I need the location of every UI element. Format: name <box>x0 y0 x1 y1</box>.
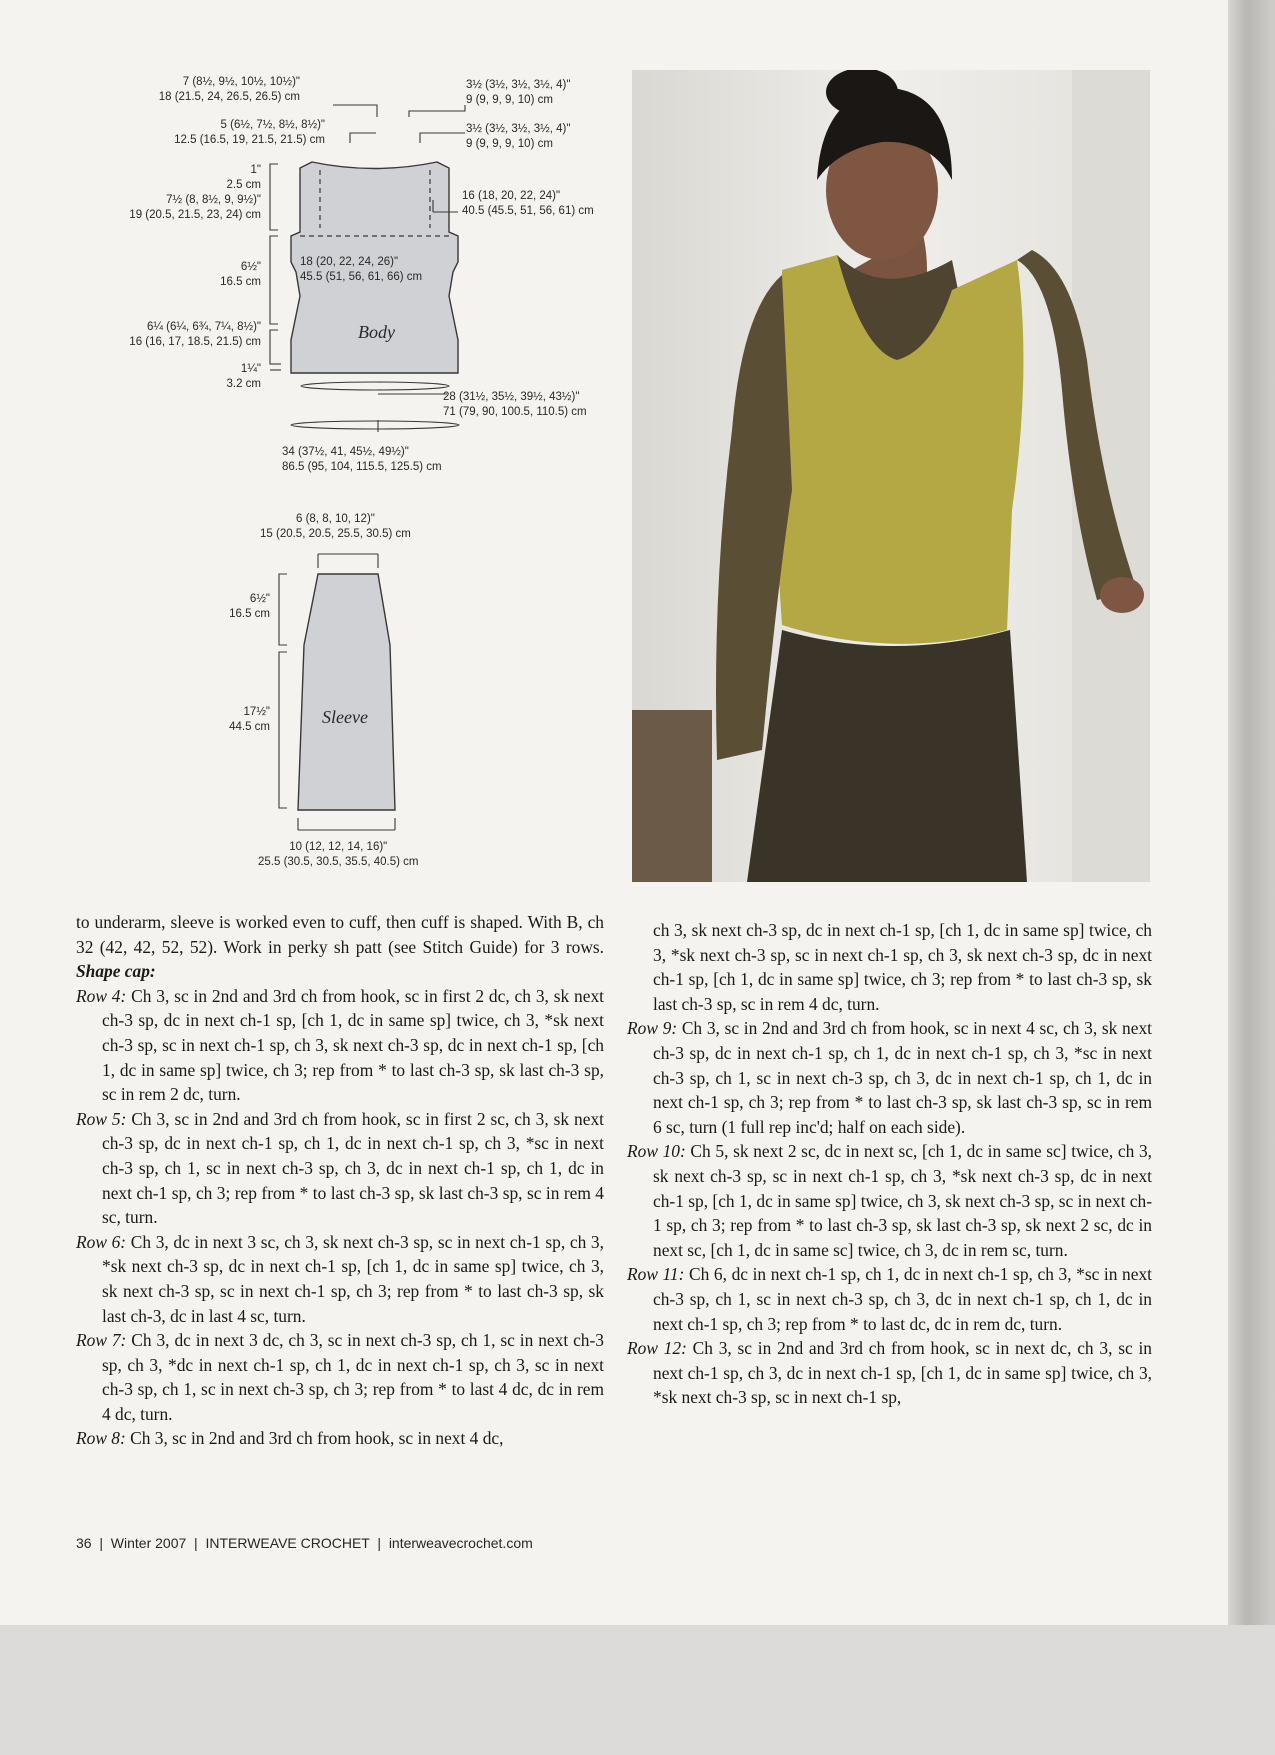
footer-separator: | <box>377 1535 382 1551</box>
model-photo <box>632 70 1150 882</box>
row-12: Row 12: Ch 3, sc in 2nd and 3rd ch from hook, sc in next dc, ch 3, sc in next ch-1 sp, ch 3, dc in next ch-1 sp, [ch 1, dc in same sp] twice, ch 3, *sk next ch-3 sp, sc in next ch-1 sp, <box>627 1338 1152 1408</box>
dim-neck-b: 3½ (3½, 3½, 3½, 4)" 9 (9, 9, 9, 10) cm <box>466 123 571 150</box>
dim-shoulder-drop: 1" 2.5 cm <box>226 164 261 191</box>
dim-sleeve-length: 17½" 44.5 cm <box>229 706 270 733</box>
scan-background <box>0 1625 1275 1755</box>
sleeve-shape <box>298 574 395 810</box>
magazine-name: INTERWEAVE CROCHET <box>205 1535 370 1551</box>
dim-waist: 28 (31½, 35½, 39½, 43½)" 71 (79, 90, 100.5, 110.5) cm <box>443 391 587 418</box>
dim-shoulder-a: 7 (8½, 9½, 10½, 10½)" 18 (21.5, 24, 26.5, 26.5) cm <box>158 76 300 103</box>
dim-lower-length: 6¼ (6¼, 6¾, 7¼, 8½)" 16 (16, 17, 18.5, 21.5) cm <box>129 321 261 348</box>
dim-hem: 1¼" 3.2 cm <box>226 363 261 390</box>
sleeve-schematic <box>0 540 620 870</box>
page-number: 36 <box>76 1535 92 1551</box>
dim-shoulder-b: 5 (6½, 7½, 8½, 8½)" 12.5 (16.5, 19, 21.5, 21.5) cm <box>174 119 325 146</box>
issue-label: Winter 2007 <box>110 1535 187 1551</box>
row-7: Row 7: Ch 3, dc in next 3 dc, ch 3, sc in next ch-3 sp, ch 1, sc in next ch-3 sp, ch 3, *dc in next ch-1 sp, ch 1, dc in next ch-1 sp, ch 3, sc in next ch-3 sp, ch 1, sc in next ch-3 sp, ch 3; rep from * to last 4 dc, dc in rem 4 dc, turn. <box>76 1330 604 1424</box>
body-label: Body <box>358 322 395 342</box>
row-8-continued: ch 3, sk next ch-3 sp, dc in next ch-1 sp, [ch 1, dc in same sp] twice, ch 3, *sk next ch-3 sp, sc in next ch-1 sp, ch 3, sk next ch-3 sp, dc in next ch-1 sp, [ch 1, dc in same sp] twice, ch 3; rep from * to last ch-3 sp, sk last ch-3 sp, sc in rem 4 dc, turn. <box>653 920 1152 1014</box>
sleeve-label: Sleeve <box>322 707 368 727</box>
footer-separator: | <box>194 1535 198 1551</box>
instructions-left-column <box>76 910 604 1451</box>
page-gutter <box>1228 0 1275 1625</box>
dim-armhole: 7½ (8, 8½, 9, 9½)" 19 (20.5, 21.5, 23, 24) cm <box>129 194 261 221</box>
row-8: Row 8: Ch 3, sc in 2nd and 3rd ch from hook, sc in next 4 dc, <box>76 1428 504 1449</box>
dim-upper-length: 6½" 16.5 cm <box>220 261 261 288</box>
row-10: Row 10: Ch 5, sk next 2 sc, dc in next sc, [ch 1, dc in same sc] twice, ch 3, sk next ch-3 sp, sc in next ch-1 sp, ch 3, *sk next ch-3 sp, dc in next ch-1 sp, [ch 1, dc in same sp] twice, ch 3, sk next ch-3 sp, sc in next ch-1 sp, ch 3; rep from * to last ch-3 sp, sk last ch-3 sp, sk next 2 sc, dc in next sc, [ch 1, dc in same sc] twice, ch 3, dc in rem sc, turn. <box>627 1141 1152 1260</box>
page-footer <box>76 1535 533 1551</box>
dim-upper-width: 18 (20, 22, 24, 26)" 45.5 (51, 56, 61, 66) cm <box>300 256 423 283</box>
row-6: Row 6: Ch 3, dc in next 3 sc, ch 3, sk next ch-3 sp, sc in next ch-1 sp, ch 3, *sk next ch-3 sp, dc in next ch-1 sp, [ch 1, dc in same sp] twice, ch 3, sk next ch-3 sp, sc in next ch-1 sp, ch 3; rep from * to last ch-3 sp, sk last ch-3, dc in last 4 sc, turn. <box>76 1231 604 1326</box>
row-9: Row 9: Ch 3, sc in 2nd and 3rd ch from hook, sc in next 4 sc, ch 3, sk next ch-3 sp, dc in next ch-1 sp, ch 1, dc in next ch-1 sp, ch 3, *sc in next ch-3 sp, ch 1, sc in next ch-3 sp, ch 3, dc in next ch-1 sp, ch 1, dc in next ch-1 sp, ch 3; rep from * to last ch-3 sp, sk last ch-3 sp, sc in rem 6 sc, turn (1 full rep inc'd; half on each side). <box>627 1018 1152 1137</box>
dim-sleeve-top: 6 (8, 8, 10, 12)" 15 (20.5, 20.5, 25.5, 30.5) cm <box>260 513 411 540</box>
dim-bust: 34 (37½, 41, 45½, 49½)" 86.5 (95, 104, 115.5, 125.5) cm <box>282 446 442 473</box>
row-4: Row 4: Ch 3, sc in 2nd and 3rd ch from hook, sc in first 2 dc, ch 3, sk next ch-3 sp, dc in next ch-1 sp, [ch 1, dc in same sp] twice, ch 3, *sk next ch-3 sp, sc in next ch-1 sp, ch 3, sk next ch-3 sp, dc in next ch-1 sp, [ch 1, dc in same sp] twice, ch 3; rep from * to last ch-3 sp, sk last ch-3 sp, sc in rem 2 dc, turn. <box>76 985 604 1105</box>
instructions-right-column <box>627 918 1152 1410</box>
footer-separator: | <box>99 1535 103 1551</box>
dim-sleeve-cuff: 10 (12, 12, 14, 16)" 25.5 (30.5, 30.5, 35.5, 40.5) cm <box>258 841 419 868</box>
row-5: Row 5: Ch 3, sc in 2nd and 3rd ch from hook, sc in first 2 sc, ch 3, sk next ch-3 sp, dc in next ch-1 sp, ch 1, dc in next ch-1 sp, ch 3, *sc in next ch-3 sp, ch 1, sc in next ch-3 sp, ch 3, dc in next ch-1 sp, ch 1, dc in next ch-1 sp, ch 3; rep from * to last ch-3 sp, sk last ch-3 sp, sc in rem 4 sc, turn. <box>76 1108 604 1228</box>
model-photo-illustration <box>632 70 1150 882</box>
dim-chest-right: 16 (18, 20, 22, 24)" 40.5 (45.5, 51, 56, 61) cm <box>462 190 594 217</box>
intro-paragraph: to underarm, sleeve is worked even to cuff, then cuff is shaped. With B, ch 32 (42, 42, 52, 52). Work in perky sh patt (see Stitch Guide) for 3 rows. Shape cap: <box>76 912 604 982</box>
dim-neck-a: 3½ (3½, 3½, 3½, 4)" 9 (9, 9, 9, 10) cm <box>466 79 571 106</box>
dim-sleeve-cap: 6½" 16.5 cm <box>229 593 270 620</box>
website-link[interactable]: interweavecrochet.com <box>388 1535 533 1551</box>
row-11: Row 11: Ch 6, dc in next ch-1 sp, ch 1, dc in next ch-1 sp, ch 3, *sc in next ch-3 sp, ch 1, sc in next ch-3 sp, ch 3, dc in next ch-1 sp, ch 1, dc in next ch-1 sp, ch 3; rep from * to last dc, dc in rem dc, turn. <box>627 1264 1152 1334</box>
